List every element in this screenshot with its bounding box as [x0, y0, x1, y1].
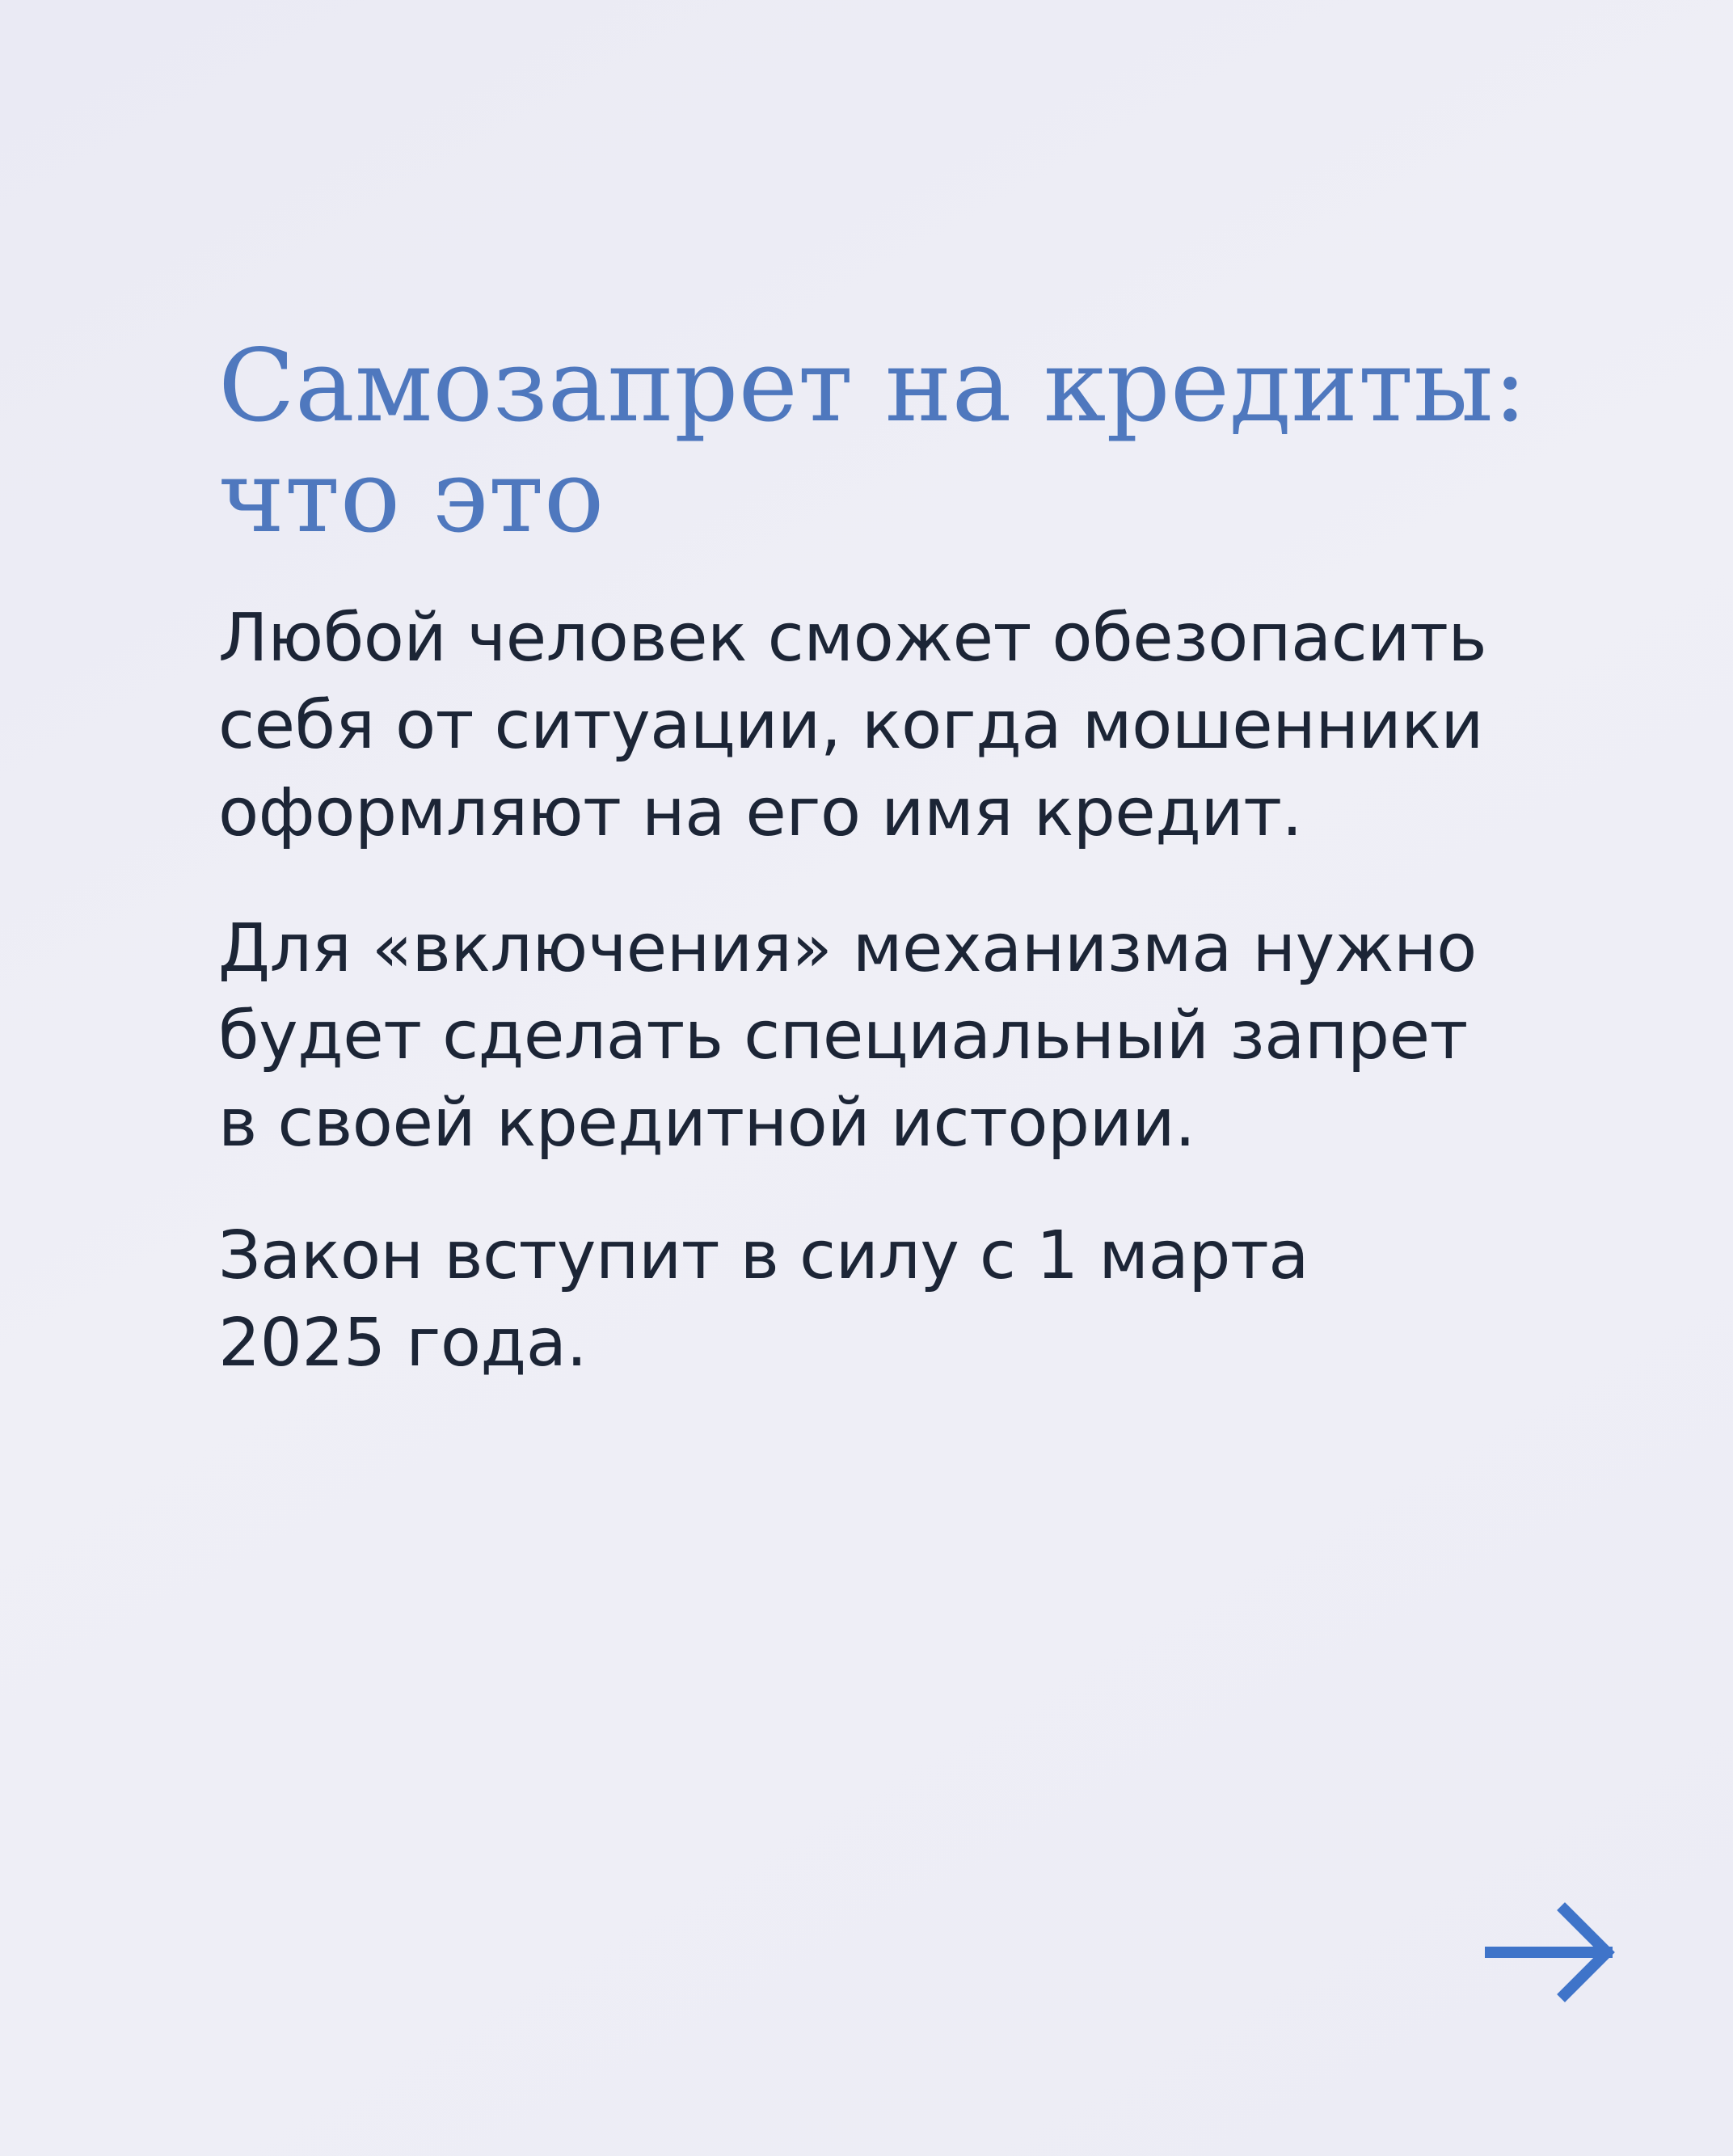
paragraph-activation — [218, 905, 1552, 1167]
paragraph-line: оформляют на его имя кредит. — [218, 774, 1303, 851]
next-slide-button[interactable] — [1479, 1896, 1625, 2009]
title-line-2: что это — [218, 439, 605, 555]
slide-title — [218, 328, 1592, 555]
paragraph-line: Для «включения» механизма нужно — [218, 910, 1477, 987]
paragraph-line: Любой человек сможет обезопасить — [218, 600, 1487, 677]
paragraph-line: себя от ситуации, когда мошенники — [218, 687, 1484, 764]
paragraph-line: 2025 года. — [218, 1305, 588, 1382]
paragraph-line: Закон вступит в силу с 1 марта — [218, 1217, 1309, 1294]
paragraph-protection — [218, 595, 1552, 857]
paragraph-line: будет сделать специальный запрет — [218, 998, 1468, 1074]
arrow-right-icon — [1479, 1896, 1625, 2009]
paragraph-line: в своей кредитной истории. — [218, 1085, 1195, 1162]
title-line-1: Самозапрет на кредиты: — [218, 328, 1528, 445]
paragraph-effective-date — [218, 1213, 1552, 1387]
